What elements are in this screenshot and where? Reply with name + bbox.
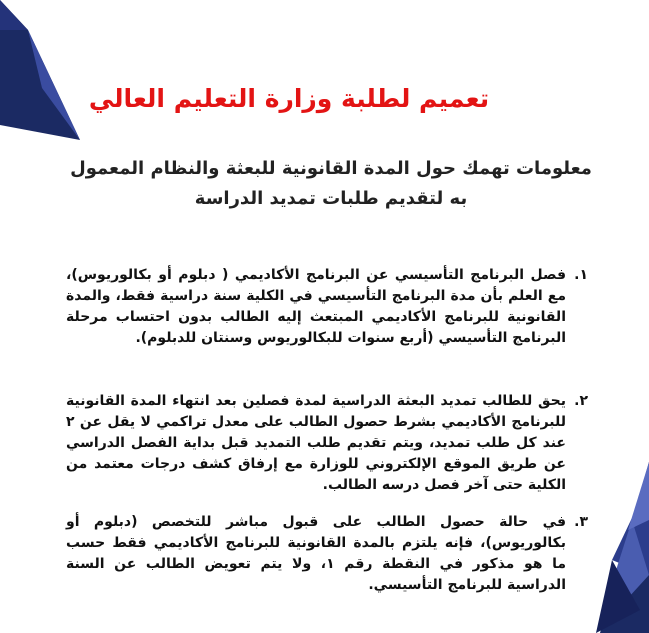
item-number: ٣. <box>574 514 588 530</box>
item-text: فصل البرنامج التأسيسي عن البرنامج الأكاديمي ( دبلوم أو بكالوريوس)، مع العلم بأن مدة البرنامج التأسيسي في الكلية سنة دراسية فقط، والمدة القانونية للبرنامج الأكاديمي المبتعث إليه الطالب بدون احتساب مرحلة البرنامج التأسيسي (أربع سنوات للبكالوريوس وسنتان للدبلوم). <box>66 267 566 346</box>
bottom-right-triangle-mid <box>612 482 649 575</box>
bottom-right-triangle-top <box>628 462 649 530</box>
item-text: في حالة حصول الطالب على قبول مباشر للتخصص (دبلوم أو بكالوريوس)، فإنه يلتزم بالمدة القانونية للبرنامج الأكاديمي فقط حسب ما هو مذكور في النقطة رقم ١، ولا يتم تعويض الطالب عن السنة الدراسية للبرنامج التأسيسي. <box>66 514 566 593</box>
page-title: تعميم لطلبة وزارة التعليم العالي <box>88 84 490 113</box>
item-number: ٢. <box>574 393 588 409</box>
top-left-triangle-highlight <box>28 30 80 140</box>
bottom-right-triangle-main <box>600 462 649 633</box>
list-item <box>66 391 588 496</box>
page-subtitle: معلومات تهمك حول المدة القانونية للبعثة والنظام المعمول به لتقديم طلبات تمديد الدراسة <box>70 158 592 209</box>
item-text: يحق للطالب تمديد البعثة الدراسية لمدة فصلين بعد انتهاء المدة القانونية للبرنامج الأكاديمي بشرط حصول الطالب على معدل تراكمي لا يقل عن ٢ عند كل طلب تمديد، ويتم تقديم طلب التمديد قبل بداية الفصل الدراسي عن طريق الموقع الإلكتروني للوزارة مع إرفاق كشف درجات معتمد من الكلية حتى آخر فصل درسه الطالب. <box>66 393 566 493</box>
item-number: ١. <box>574 267 588 283</box>
top-left-triangle-shape <box>0 0 80 140</box>
list-item <box>66 512 588 596</box>
bottom-right-triangle-dark <box>596 560 640 633</box>
bottom-right-triangle-light <box>596 520 649 633</box>
top-left-triangle-accent <box>0 0 28 30</box>
list-item <box>66 265 588 349</box>
